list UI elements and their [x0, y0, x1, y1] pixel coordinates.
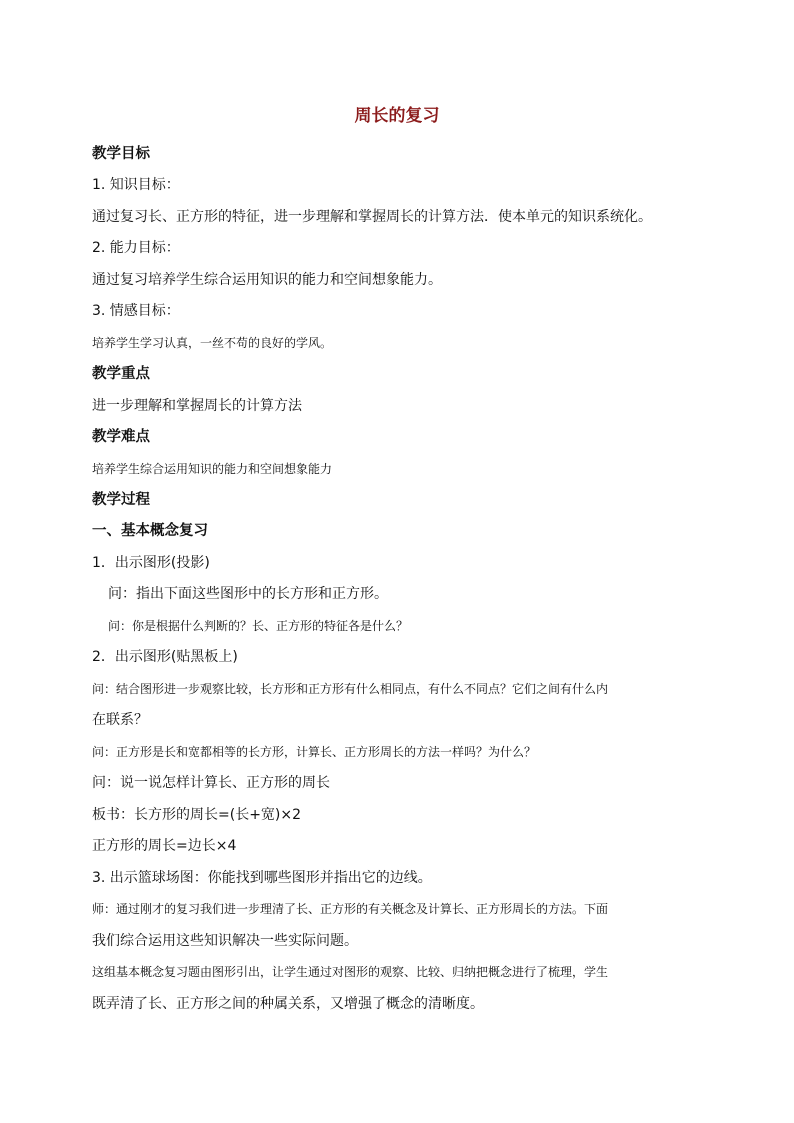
step1-question2: 问：你是根据什么判断的？长、正方形的特征各是什么？	[108, 619, 409, 633]
difficulty-heading: 教学难点	[92, 428, 150, 445]
step2-text: 2．出示图形(贴黑板上)	[92, 649, 238, 665]
part1-heading: 一、基本概念复习	[92, 522, 208, 539]
goal2-label: 2. 能力目标：	[92, 240, 180, 256]
goal1-text: 通过复习长、正方形的特征，进一步理解和掌握周长的计算方法．使本单元的知识系统化。	[92, 209, 652, 225]
goal3-text: 培养学生学习认真，一丝不苟的良好的学风。	[92, 336, 333, 350]
board-formula-square: 正方形的周长=边长×4	[92, 838, 237, 854]
goal2-text: 通过复习培养学生综合运用知识的能力和空间想象能力。	[92, 272, 442, 288]
goal3-label: 3. 情感目标：	[92, 303, 180, 319]
step2-question1-line1: 问：结合图形进一步观察比较，长方形和正方形有什么相同点，有什么不同点？它们之间有什么内	[92, 682, 609, 696]
teacher-remark-line1: 师：通过刚才的复习我们进一步理清了长、正方形的有关概念及计算长、正方形周长的方法。下面	[92, 902, 609, 916]
step1-text: 1．出示图形(投影)	[92, 555, 210, 571]
step2-question2: 问：正方形是长和宽都相等的长方形，计算长、正方形周长的方法一样吗？为什么？	[92, 745, 537, 759]
step2-question3: 问：说一说怎样计算长、正方形的周长	[92, 775, 330, 791]
step2-question1-line2: 在联系？	[92, 712, 148, 728]
document-title: 周长的复习	[354, 106, 440, 126]
summary-line2: 既弄清了长、正方形之间的种属关系，又增强了概念的清晰度。	[92, 996, 484, 1012]
teacher-remark-line2: 我们综合运用这些知识解决一些实际问题。	[92, 933, 358, 949]
key-heading: 教学重点	[92, 365, 150, 382]
board-formula-rectangle: 板书：长方形的周长=(长+宽)×2	[92, 807, 302, 823]
difficulty-text: 培养学生综合运用知识的能力和空间想象能力	[92, 462, 333, 476]
summary-line1: 这组基本概念复习题由图形引出，让学生通过对图形的观察、比较、归纳把概念进行了梳理，学生	[92, 965, 609, 979]
goal1-label: 1. 知识目标：	[92, 177, 180, 193]
step1-question1: 问：指出下面这些图形中的长方形和正方形。	[108, 586, 388, 602]
process-heading: 教学过程	[92, 491, 150, 508]
goals-heading: 教学目标	[92, 145, 150, 162]
key-text: 进一步理解和掌握周长的计算方法	[92, 398, 302, 414]
step3-text: 3. 出示篮球场图：你能找到哪些图形并指出它的边线。	[92, 870, 432, 886]
